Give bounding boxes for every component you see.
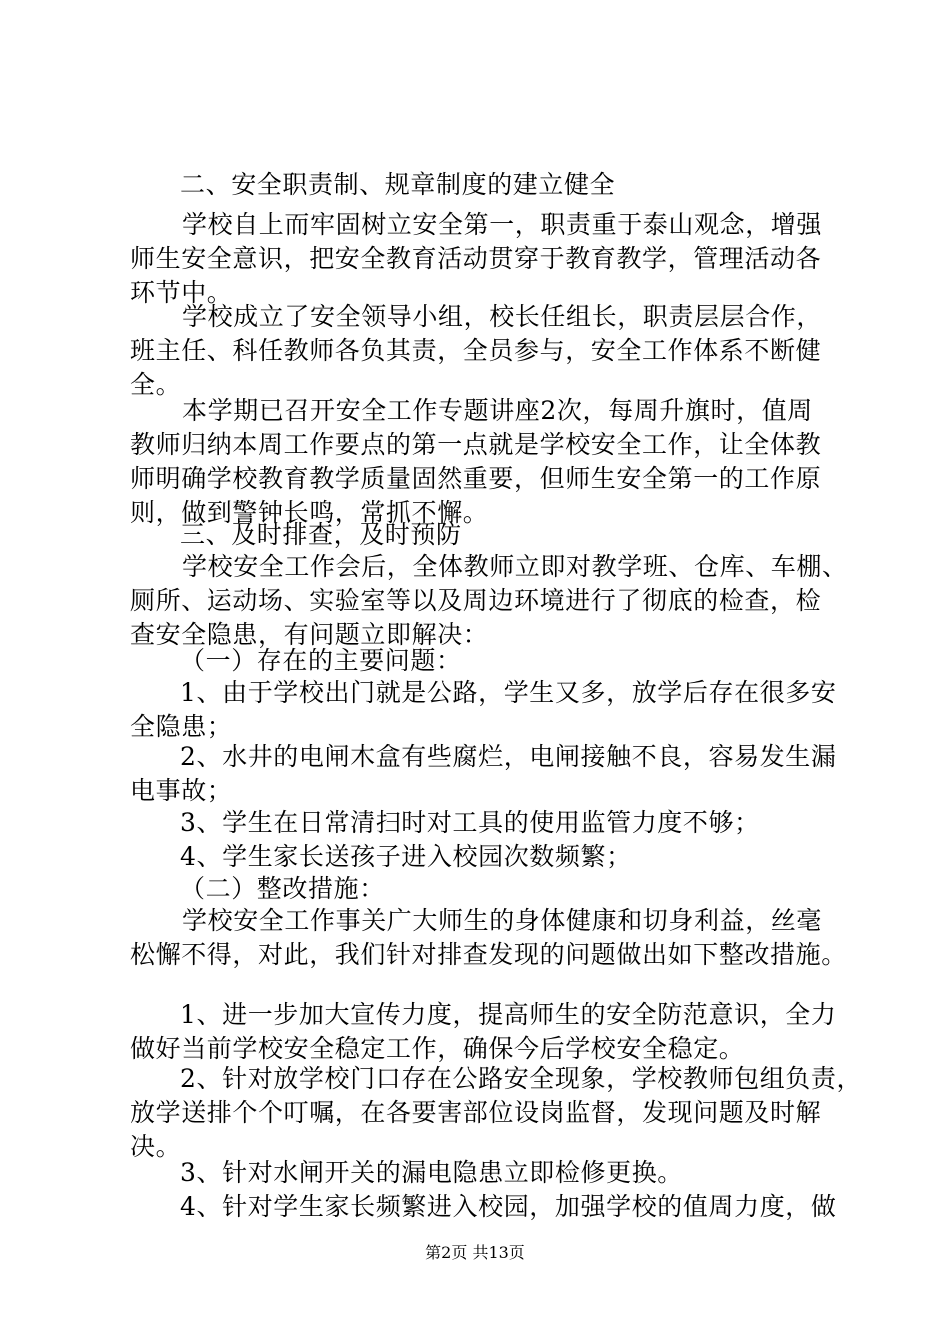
paragraph-line: 教师归纳本周工作要点的第一点就是学校安全工作，让全体教 [130, 430, 822, 459]
subsection-heading: （一）存在的主要问题： [180, 646, 462, 675]
numbered-item: 2、水井的电闸木盒有些腐烂，电闸接触不良，容易发生漏 [180, 742, 837, 771]
section-heading: 二、安全职责制、规章制度的建立健全 [180, 170, 616, 199]
page-footer [0, 1242, 950, 1264]
paragraph-line: 电事故； [130, 776, 233, 805]
paragraph-line: 学校成立了安全领导小组，校长任组长，职责层层合作， [182, 302, 823, 331]
paragraph-line: 做好当前学校安全稳定工作，确保今后学校安全稳定。 [130, 1034, 745, 1063]
paragraph-line: 师明确学校教育教学质量固然重要，但师生安全第一的工作原 [130, 464, 822, 493]
paragraph-line: 班主任、科任教师各负其责，全员参与，安全工作体系不断健 [130, 336, 822, 365]
paragraph-line: 师生安全意识，把安全教育活动贯穿于教育教学，管理活动各 [130, 244, 822, 273]
paragraph-line: 厕所、运动场、实验室等以及周边环境进行了彻底的检查，检 [130, 586, 822, 615]
numbered-item: 1、进一步加大宣传力度，提高师生的安全防范意识，全力 [180, 1000, 837, 1029]
paragraph-line: 查安全隐患，有问题立即解决： [130, 620, 489, 649]
paragraph-line: 学校安全工作会后，全体教师立即对教学班、仓库、车棚、 [182, 552, 848, 581]
numbered-item: 3、针对水闸开关的漏电隐患立即检修更换。 [180, 1158, 683, 1187]
paragraph-line: 放学送排个个叮嘱，在各要害部位设岗监督，发现问题及时解 [130, 1098, 822, 1127]
numbered-item: 1、由于学校出门就是公路，学生又多，放学后存在很多安 [180, 678, 837, 707]
numbered-item: 4、针对学生家长频繁进入校园，加强学校的值周力度，做 [180, 1192, 837, 1221]
paragraph-line: 松懈不得，对此，我们针对排查发现的问题做出如下整改措施。 [130, 940, 847, 969]
paragraph-line: 本学期已召开安全工作专题讲座2次，每周升旗时，值周 [182, 396, 813, 425]
paragraph-line: 学校自上而牢固树立安全第一，职责重于泰山观念，增强 [182, 210, 823, 239]
numbered-item: 3、学生在日常清扫时对工具的使用监管力度不够； [180, 808, 760, 837]
paragraph-line: 决。 [130, 1132, 182, 1161]
page-number: 第2页 共13页 [425, 1243, 525, 1262]
subsection-heading: （二）整改措施： [180, 874, 385, 903]
paragraph-line: 全隐患； [130, 712, 233, 741]
paragraph-line: 环节中。 [130, 278, 233, 307]
numbered-item: 4、学生家长送孩子进入校园次数频繁； [180, 842, 632, 871]
section-heading: 三、及时排查，及时预防 [180, 520, 462, 549]
paragraph-line: 学校安全工作事关广大师生的身体健康和切身利益，丝毫 [182, 906, 823, 935]
numbered-item: 2、针对放学校门口存在公路安全现象，学校教师包组负责， [180, 1064, 863, 1093]
paragraph-line: 全。 [130, 370, 182, 399]
paragraph-line: 则，做到警钟长鸣，常抓不懈。 [130, 498, 489, 527]
